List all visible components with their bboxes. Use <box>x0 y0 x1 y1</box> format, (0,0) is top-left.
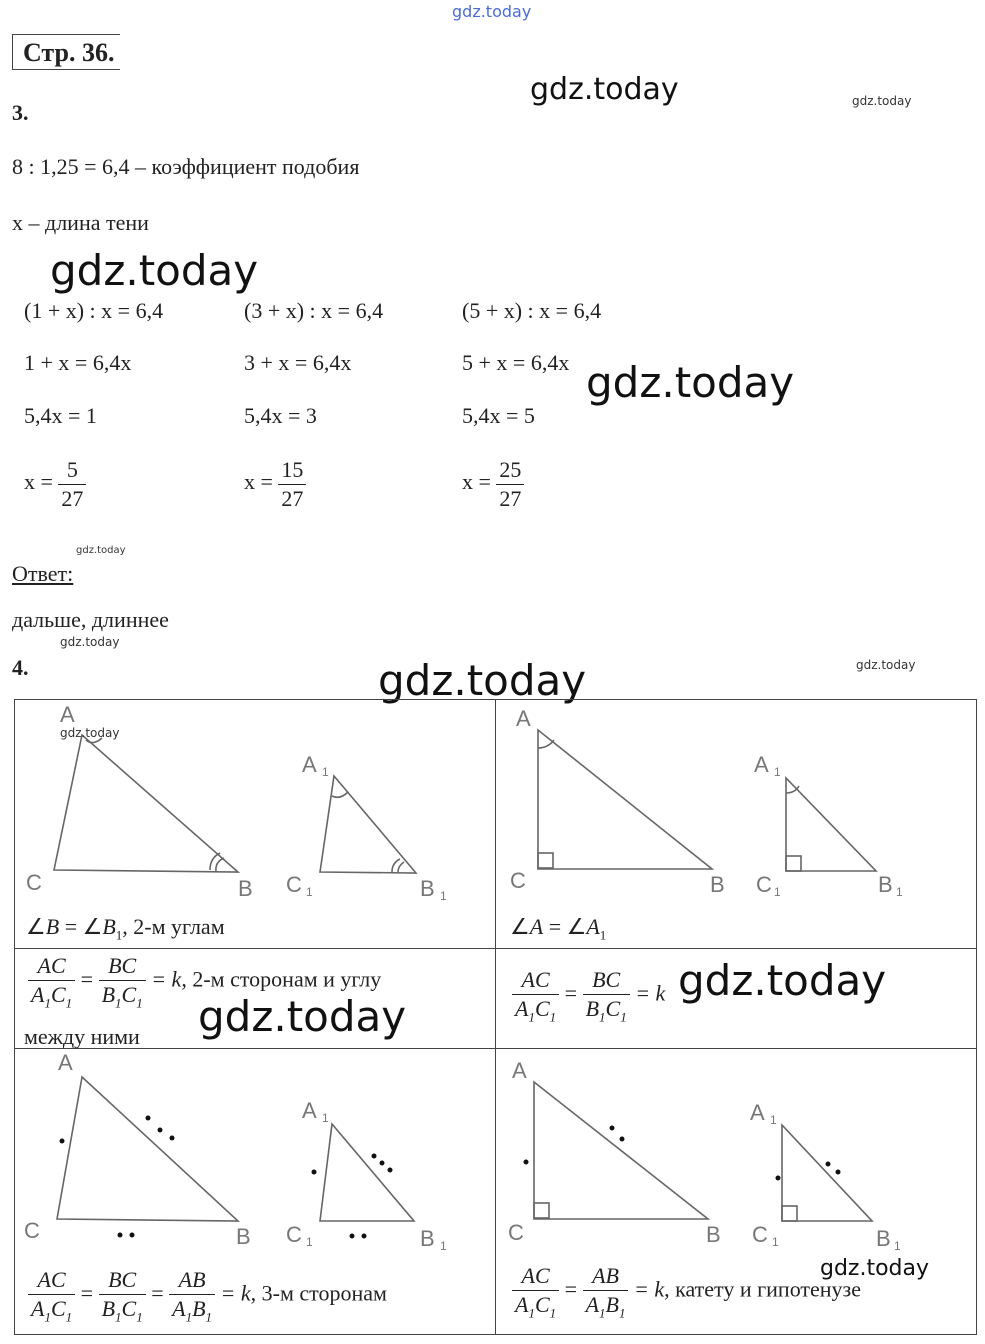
caption-legs: $\frac{AC}{A_1C_1}$ = $\frac{BC}{B_1C_1}$ = k <box>512 966 665 1025</box>
label-c: C <box>508 1220 524 1245</box>
caption-sas-2: между ними <box>24 1024 140 1049</box>
watermark: gdz.today <box>198 992 407 1041</box>
label-c1: C <box>286 1222 302 1247</box>
label-c1: C <box>286 872 302 897</box>
subscript-1: 1 <box>440 1239 447 1253</box>
eq3-col3: 5,4x = 5 <box>462 403 535 428</box>
eq1-col2: (3 + x) : x = 6,4 <box>244 298 384 323</box>
x-result-col3: x = $\frac{25}{27}$ <box>462 456 524 512</box>
watermark: gdz.today <box>452 2 532 21</box>
subscript-1: 1 <box>894 1239 901 1253</box>
label-a1: A <box>754 752 769 777</box>
label-c1: C <box>752 1222 768 1247</box>
label-a1: A <box>302 1098 317 1123</box>
subscript-1: 1 <box>306 885 313 899</box>
eq2-col3: 5 + x = 6,4x <box>462 350 570 375</box>
eq1-col3: (5 + x) : x = 6,4 <box>462 298 602 323</box>
label-b1: B <box>420 876 435 901</box>
watermark: gdz.today <box>820 1256 930 1281</box>
subscript-1: 1 <box>774 885 781 899</box>
eq1-col1: (1 + x) : x = 6,4 <box>24 298 164 323</box>
watermark: gdz.today <box>530 72 679 107</box>
label-a1: A <box>302 752 317 777</box>
subscript-1: 1 <box>440 889 447 903</box>
watermark: gdz.today <box>50 246 259 295</box>
watermark: gdz.today <box>60 726 120 740</box>
label-b1: B <box>878 872 893 897</box>
watermark: gdz.today <box>586 358 795 407</box>
watermark: gdz.today <box>60 635 120 649</box>
label-a: A <box>58 1050 73 1075</box>
subscript-1: 1 <box>774 765 781 779</box>
task-3-line1: 8 : 1,25 = 6,4 – коэффициент подобия <box>12 154 360 179</box>
x-result-col1: x = $\frac{5}{27}$ <box>24 456 86 512</box>
watermark: gdz.today <box>678 956 887 1005</box>
label-a: A <box>60 702 75 727</box>
subscript-1: 1 <box>322 765 329 779</box>
answer-text: дальше, длиннее <box>12 607 169 632</box>
subscript-1: 1 <box>896 885 903 899</box>
subscript-1: 1 <box>772 1235 779 1249</box>
label-c: C <box>26 870 42 895</box>
label-b1: B <box>420 1226 435 1251</box>
watermark: gdz.today <box>76 545 126 556</box>
caption-sss: $\frac{AC}{A_1C_1}$ = $\frac{BC}{B_1C_1}$ = $\frac{AB}{A_1B_1}$ = k, 3-м сторонам <box>28 1266 387 1325</box>
caption-angles: ∠B = $\angle B_1$, 2-м углам <box>26 914 225 943</box>
eq2-col1: 1 + x = 6,4x <box>24 350 132 375</box>
answer-label: Ответ: <box>12 561 74 586</box>
eq3-col1: 5,4x = 1 <box>24 403 97 428</box>
subscript-1: 1 <box>322 1111 329 1125</box>
watermark: gdz.today <box>852 94 912 108</box>
label-b: B <box>706 1222 721 1247</box>
label-b1: B <box>876 1226 891 1251</box>
eq3-col2: 5,4x = 3 <box>244 403 317 428</box>
page-title: Стр. 36. <box>12 34 120 70</box>
task-4-number: 4. <box>12 655 29 680</box>
subscript-1: 1 <box>770 1113 777 1127</box>
label-a: A <box>512 1058 527 1083</box>
label-b: B <box>710 872 725 897</box>
label-a1: A <box>750 1100 765 1125</box>
task-3-number: 3. <box>12 100 29 125</box>
label-c: C <box>24 1218 40 1243</box>
watermark: gdz.today <box>856 658 916 672</box>
subscript-1: 1 <box>306 1235 313 1249</box>
eq2-col2: 3 + x = 6,4x <box>244 350 352 375</box>
caption-sas: $\frac{AC}{A_1C_1}$ = $\frac{BC}{B_1C_1}$ = k, 2-м сторонам и углу <box>28 952 381 1011</box>
caption-leg-hyp: $\frac{AC}{A_1C_1}$ = $\frac{AB}{A_1B_1}$ = k, катету и гипотенузе <box>512 1262 861 1321</box>
label-a: A <box>516 706 531 731</box>
watermark: gdz.today <box>378 656 587 705</box>
task-3-line2: x – длина тени <box>12 210 149 235</box>
caption-right-acute: ∠A = $\angle A_1$ <box>510 914 607 943</box>
label-b: B <box>238 876 253 901</box>
label-b: B <box>236 1224 251 1249</box>
x-result-col2: x = $\frac{15}{27}$ <box>244 456 306 512</box>
label-c1: C <box>756 872 772 897</box>
label-c: C <box>510 868 526 893</box>
